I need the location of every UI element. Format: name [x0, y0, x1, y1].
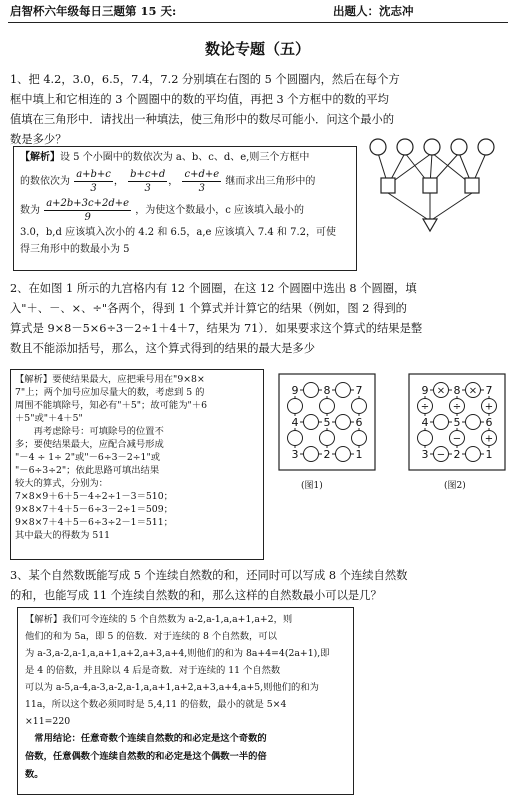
fraction-denominator: 9 [84, 212, 91, 223]
connector-circle [288, 399, 303, 414]
operator-symbol: + [484, 433, 494, 445]
solution-text: ，为使这个数最小，c 应该填入最小的 [135, 205, 305, 216]
grid-digit: 3 [421, 448, 429, 461]
connector-circle [352, 431, 367, 446]
grid-digit: 1 [485, 448, 493, 461]
fraction-denominator: 3 [198, 183, 205, 194]
grid-digit: 4 [421, 416, 429, 429]
solution-text: 较大的算式，分别为： [15, 478, 108, 489]
q1-line: 值填在三角形中．请找出一种填法，使三角形中的数尽可能小．问这个最小的 [10, 113, 395, 126]
grid-digit: 5 [323, 416, 331, 429]
grid-digit: 8 [323, 384, 331, 397]
grid-digit: 7 [485, 384, 493, 397]
connector-circle [418, 431, 433, 446]
fraction-numerator: b+c+d [130, 169, 166, 180]
header-rule [8, 22, 508, 23]
fraction-numerator: a+2b+3c+2d+e [46, 198, 130, 209]
solution-text: 可以为 a-5,a-4,a-3,a-2,a-1,a,a+1,a+2,a+3,a+4,a+5,则他们的和为 [25, 682, 319, 693]
connector-circle [320, 399, 335, 414]
fraction [74, 168, 113, 195]
connector-circle [434, 415, 449, 430]
grid-digit: 6 [355, 416, 363, 429]
grid-digit: 9 [291, 384, 299, 397]
solution-text: 数为 [20, 205, 40, 216]
q1-solution-box: 【解析】设 5 个小圈中的数依次为 a、b、c、d、e,则三个方框中 的数依次为 $\frac{a+b+c}{3}$ ， $\frac{b+c+d}{3}$ ， $\frac{c+d+e}{3}$ 继而求出三角形中的 数为 $\frac{a+2b+3c+2d+e}{9}$ ，为使这个数最小，c 应该填入最小的 3.0，b,d 应该填入次小的 4.2 和 6.5，a,e 应该填入 7.4 和 7.2，可使 得三角形中的数最小为 5 [13, 146, 357, 271]
connector-circle [304, 447, 319, 462]
diagram-square [381, 178, 395, 193]
operator-symbol: ÷ [420, 401, 430, 413]
diagram-circle [370, 139, 386, 155]
connector-circle [304, 415, 319, 430]
question-3 [10, 566, 505, 606]
fraction-denominator: 3 [90, 183, 97, 194]
figure-1-caption: (图1) [301, 481, 323, 491]
diagram-circle [451, 139, 467, 155]
solution-text: 他们的和为 5a，即 5 的倍数．对于连续的 8 个自然数，可以 [25, 631, 277, 642]
q3-solution-box [17, 607, 354, 795]
q3-line: 3、某个自然数既能写成 5 个连续自然数的和，还同时可以写成 8 个连续自然数 [10, 569, 408, 582]
header-author: 出题人：沈志冲 [333, 4, 414, 18]
grid-digit: 2 [453, 448, 461, 461]
connector-circle [336, 383, 351, 398]
fraction [182, 168, 221, 195]
solution-text: 7"上；两个加号应加尽量大的数，考虑到 5 的 [15, 387, 205, 398]
solution-text: ×11=220 [25, 716, 71, 727]
question-2 [10, 279, 505, 359]
grid-digit: 7 [355, 384, 363, 397]
conclusion-text: 倍数，任意偶数个连续自然数的和必定是这个偶数一半的倍 [25, 751, 267, 762]
connector-circle [304, 383, 319, 398]
solution-text: 继而求出三角形中的 [225, 176, 316, 187]
q3-line: 的和，也能写成 11 个连续自然数的和，那么这样的自然数最小可以是几？ [10, 589, 382, 602]
grid-digit: 1 [355, 448, 363, 461]
q2-line: 数且不能添加括号，那么，这个算式得到的结果的最大是多少 [10, 342, 316, 355]
grid-digit: 9 [421, 384, 429, 397]
operator-symbol: × [468, 385, 478, 397]
operator-symbol: − [452, 433, 462, 445]
connector-circle [320, 431, 335, 446]
q2-line: 算式是 9×8－5×6÷3－2÷1＋4＋7，结果为 71）．如果要求这个算式的结果是整 [10, 322, 423, 335]
grid-digit: 5 [453, 416, 461, 429]
diagram-square [423, 178, 437, 193]
grid-digit: 6 [485, 416, 493, 429]
operator-symbol: + [484, 401, 494, 413]
fraction [128, 168, 167, 195]
diagram-triangle [423, 219, 437, 231]
fraction-denominator: 3 [144, 183, 151, 194]
solution-text: 9×8×7＋4＋5－6÷3－2÷1＝509； [15, 504, 173, 515]
connector-circle [466, 415, 481, 430]
solution-text: 再考虑除号：可填除号的位置不 [15, 426, 164, 437]
header-left: 启智杯六年级每日三题第 15 天: [10, 4, 177, 18]
figure-2-caption: (图2) [444, 481, 466, 491]
page-title: 数论专题（五） [204, 40, 310, 58]
solution-text: 7×8×9＋6＋5－4÷2÷1－3＝510； [15, 491, 173, 502]
grid-digit: 2 [323, 448, 331, 461]
q2-line: 入"＋、－、×、÷"各两个，得到 1 个算式并计算它的结果（例如，图 2 得到的 [10, 302, 407, 315]
q1-line: 数是多少？ [10, 133, 67, 146]
solution-text: 9×8×7＋4＋5－6÷3÷2－1＝511； [15, 517, 173, 528]
solution-text: 3.0，b,d 应该填入次小的 4.2 和 6.5，a,e 应该填入 7.4 和 7.2，可使 [20, 227, 336, 238]
solution-tag: 【解析】 [20, 152, 60, 163]
q2-line: 2、在如图 1 所示的九宫格内有 12 个圆圈，在这 12 个圆圈中选出 8 个圆圈，填 [10, 282, 417, 295]
solution-text: "－4 ÷ 1÷ 2"或"－6÷3－2÷1"或 [15, 452, 161, 463]
diagram-circle [397, 139, 413, 155]
solution-text: 其中最大的得数为 511 [15, 530, 111, 541]
connector-circle [466, 447, 481, 462]
solution-text: 为 a-3,a-2,a-1,a,a+1,a+2,a+3,a+4,则他们的和为 8a+4=4(2a+1),即 [25, 648, 330, 659]
diagram-circle [424, 139, 440, 155]
q1-line: 框中填上和它相连的 3 个圆圈中的数的平均值，再把 3 个方框中的数的平均 [10, 93, 389, 106]
solution-text: 11a，所以这个数必须同时是 5,4,11 的倍数，最小的就是 5×4 [25, 699, 287, 710]
connector-circle [336, 415, 351, 430]
solution-text: 的数依次为 [20, 176, 70, 187]
circle-square-triangle-diagram [362, 135, 507, 235]
operator-symbol: × [436, 385, 446, 397]
conclusion-text: 常用结论：任意奇数个连续自然数的和必定是这个奇数的 [25, 733, 267, 744]
grid-digit: 8 [453, 384, 461, 397]
connector-circle [352, 399, 367, 414]
solution-text: 【解析】要使结果最大，应把乘号用在"9×8× [15, 374, 205, 385]
q1-line: 1、把 4.2，3.0，6.5，7.4，7.2 分别填在右图的 5 个圆圈内，然后在每个方 [10, 73, 400, 86]
solution-text: 【解析】我们可令连续的 5 个自然数为 a-2,a-1,a,a+1,a+2，则 [25, 614, 293, 625]
diagram-square [465, 178, 479, 193]
connector-circle [336, 447, 351, 462]
fraction-numerator: a+b+c [76, 169, 111, 180]
operator-symbol: − [436, 449, 446, 461]
solution-text: 多；要使结果最大，应配合减号形成 [15, 439, 164, 450]
solution-text: 是 4 的倍数，并且除以 4 后是奇数．对于连续的 11 个自然数 [25, 665, 281, 676]
fraction-numerator: c+d+e [184, 169, 220, 180]
solution-text: 周围不能填除号，知必有"＋5"；故可能为"＋6 [15, 400, 208, 411]
diagram-circle [478, 139, 494, 155]
fraction [44, 197, 131, 224]
conclusion-text: 数。 [25, 769, 44, 780]
operator-symbol: ÷ [452, 401, 462, 413]
solution-text: ＋5"或"＋4＋5" [15, 413, 83, 424]
solution-text: 设 5 个小圈中的数依次为 a、b、c、d、e,则三个方框中 [60, 152, 310, 163]
connector-circle [288, 431, 303, 446]
grid-digit: 3 [291, 448, 299, 461]
figure-2-grid [407, 372, 507, 472]
figure-1-grid [277, 372, 377, 472]
solution-text: 得三角形中的数最小为 5 [20, 244, 130, 255]
q2-solution-box [10, 369, 264, 560]
solution-text: "－6÷3÷2"；依此思路可填出结果 [15, 465, 160, 476]
grid-digit: 4 [291, 416, 299, 429]
